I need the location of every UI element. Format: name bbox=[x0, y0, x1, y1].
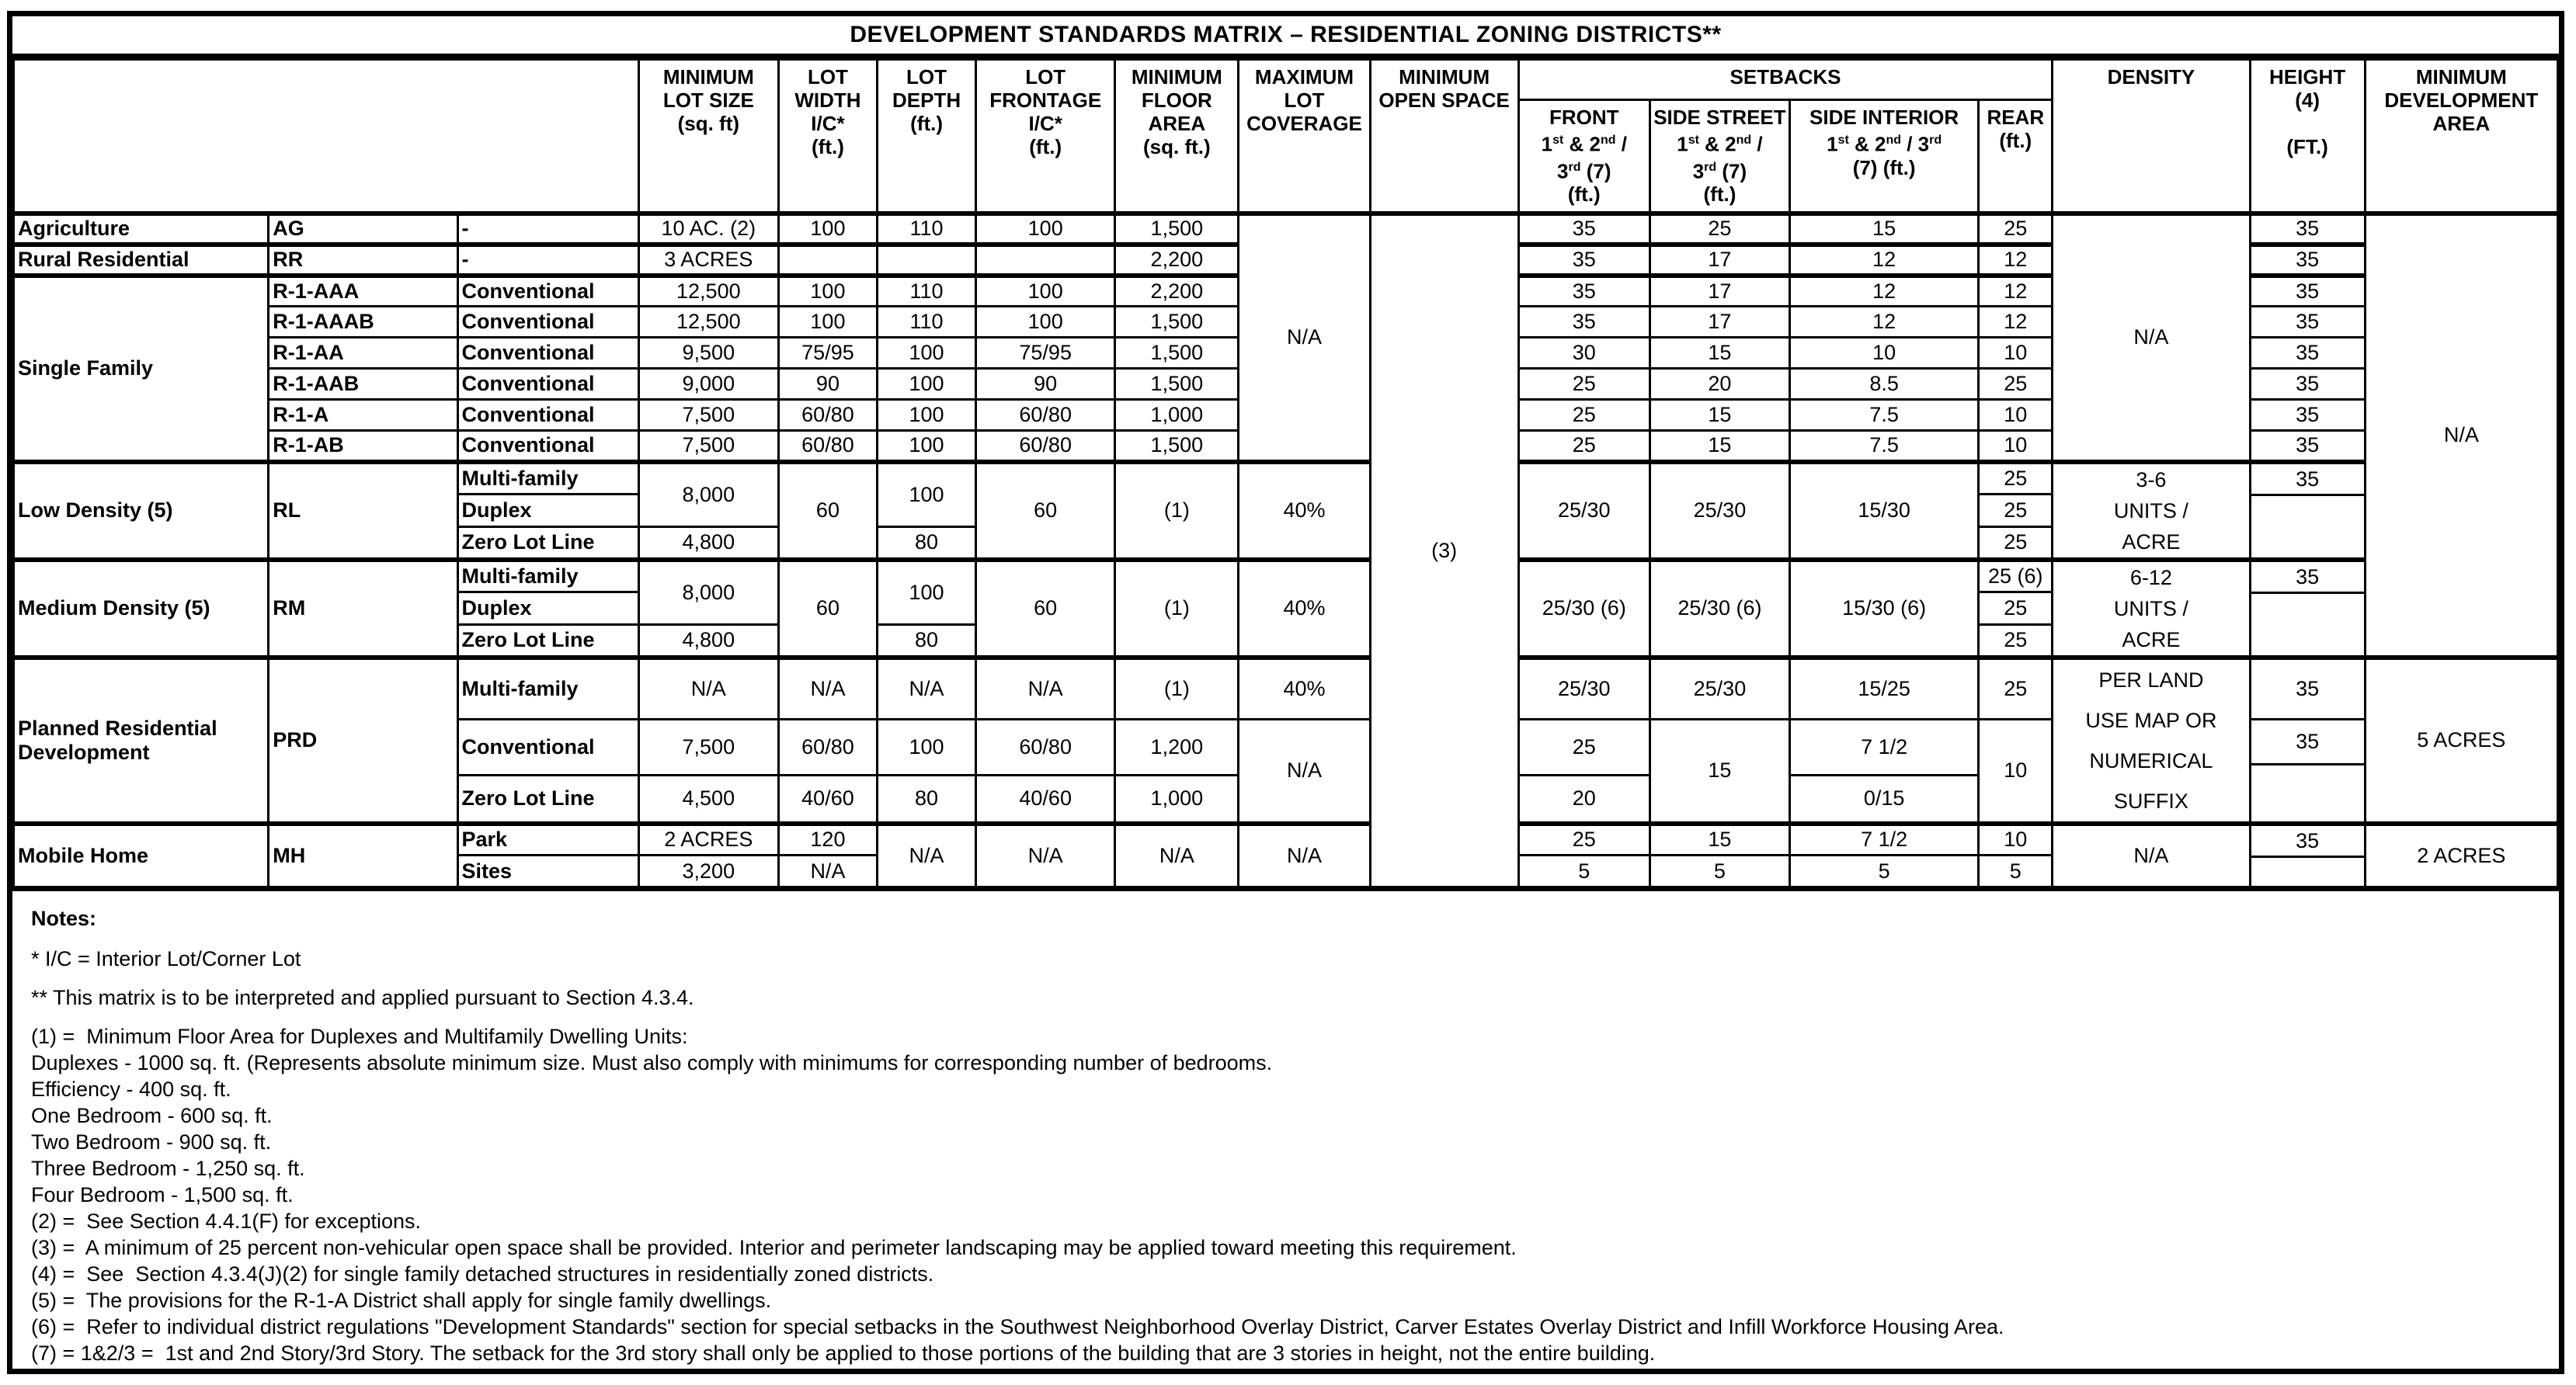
rear-setback-cell: 25 bbox=[1979, 462, 2053, 495]
district-name-cell: Agriculture bbox=[14, 213, 269, 245]
side-interior-setback-cell: 7 1/2 bbox=[1790, 720, 1979, 776]
floor-area-cell: N/A bbox=[1115, 824, 1239, 887]
note-line: Duplexes - 1000 sq. ft. (Represents absolute minimum size. Must also comply with minimums for corresponding number of bedrooms. bbox=[31, 1051, 1273, 1074]
side-interior-setback-cell: 10 bbox=[1790, 338, 1979, 369]
height-cell: 35 bbox=[2250, 369, 2365, 400]
lot-depth-cell: 100 bbox=[878, 369, 976, 400]
header-lot-frontage: LOT FRONTAGE I/C* (ft.) bbox=[976, 60, 1115, 213]
front-setback-cell: 25 bbox=[1518, 369, 1650, 400]
rear-setback-cell: 25 bbox=[1979, 625, 2053, 658]
rear-setback-cell: 25 bbox=[1979, 369, 2053, 400]
lot-frontage-cell: 90 bbox=[976, 369, 1115, 400]
lot-size-cell: 3,200 bbox=[638, 856, 778, 887]
lot-coverage-cell: N/A bbox=[1239, 824, 1370, 887]
lot-depth-cell: 110 bbox=[878, 307, 976, 338]
subtype-cell: - bbox=[457, 213, 638, 245]
header-setback-side-street: SIDE STREET 1st & 2nd / 3rd (7) (ft.) bbox=[1650, 100, 1789, 213]
note-line: Efficiency - 400 sq. ft. bbox=[31, 1078, 231, 1101]
lot-depth-cell: 100 bbox=[878, 560, 976, 625]
floor-area-cell: 1,000 bbox=[1115, 776, 1239, 824]
floor-area-cell: 1,500 bbox=[1115, 369, 1239, 400]
front-setback-cell: 35 bbox=[1518, 307, 1650, 338]
lot-frontage-cell: 75/95 bbox=[976, 338, 1115, 369]
subtype-cell: Zero Lot Line bbox=[457, 776, 638, 824]
side-street-setback-cell: 15 bbox=[1650, 400, 1789, 431]
lot-depth-cell: N/A bbox=[878, 658, 976, 720]
density-cell: PER LAND USE MAP OR NUMERICAL SUFFIX bbox=[2053, 658, 2250, 824]
lot-coverage-cell: 40% bbox=[1239, 560, 1370, 658]
note-line: (7) = 1&2/3 = 1st and 2nd Story/3rd Story. The setback for the 3rd story shall only be applied to those portions of the building that are 3 stories in height, not the entire building. bbox=[31, 1342, 1656, 1365]
side-street-setback-cell: 15 bbox=[1650, 431, 1789, 462]
floor-area-cell: 2,200 bbox=[1115, 276, 1239, 307]
lot-width-cell: 75/95 bbox=[778, 338, 877, 369]
lot-width-cell bbox=[778, 245, 877, 276]
lot-depth-cell bbox=[878, 245, 976, 276]
floor-area-cell: (1) bbox=[1115, 658, 1239, 720]
header-lot-depth: LOT DEPTH (ft.) bbox=[878, 60, 976, 213]
note-line: Two Bedroom - 900 sq. ft. bbox=[31, 1130, 272, 1154]
note-line: (4) = See Section 4.3.4(J)(2) for single family detached structures in residentially zoned districts. bbox=[31, 1262, 934, 1286]
lot-size-cell: 4,500 bbox=[638, 776, 778, 824]
page-title: DEVELOPMENT STANDARDS MATRIX – RESIDENTIAL ZONING DISTRICTS** bbox=[12, 16, 2559, 58]
notes-intro-list bbox=[31, 946, 2542, 1011]
district-code-cell: RL bbox=[269, 462, 457, 560]
district-code-cell: RM bbox=[269, 560, 457, 658]
rear-setback-cell: 10 bbox=[1979, 431, 2053, 462]
subtype-cell: Sites bbox=[457, 856, 638, 887]
lot-width-cell: 60/80 bbox=[778, 400, 877, 431]
floor-area-cell: 1,500 bbox=[1115, 213, 1239, 245]
lot-size-cell: 7,500 bbox=[638, 400, 778, 431]
lot-depth-cell: 100 bbox=[878, 431, 976, 462]
district-name-cell: Low Density (5) bbox=[14, 462, 269, 560]
rear-setback-cell: 10 bbox=[1979, 400, 2053, 431]
lot-size-cell: 12,500 bbox=[638, 276, 778, 307]
district-name-cell: Rural Residential bbox=[14, 245, 269, 276]
side-street-setback-cell: 25/30 bbox=[1650, 462, 1789, 560]
district-code-cell: R-1-AAAB bbox=[269, 307, 457, 338]
subtype-cell: Conventional bbox=[457, 400, 638, 431]
header-row-top bbox=[14, 60, 2558, 100]
notes-heading: Notes: bbox=[31, 907, 97, 930]
lot-depth-cell: 80 bbox=[878, 625, 976, 658]
district-code-cell: R-1-AAB bbox=[269, 369, 457, 400]
front-setback-cell: 35 bbox=[1518, 213, 1650, 245]
lot-frontage-cell: 100 bbox=[976, 276, 1115, 307]
rear-setback-cell: 25 bbox=[1979, 213, 2053, 245]
lot-coverage-cell: N/A bbox=[1239, 720, 1370, 824]
subtype-cell: Conventional bbox=[457, 307, 638, 338]
notes-section bbox=[12, 888, 2559, 1366]
density-cell: 3-6 UNITS / ACRE bbox=[2053, 462, 2250, 560]
lot-depth-cell: 100 bbox=[878, 338, 976, 369]
subtype-cell: Duplex bbox=[457, 592, 638, 625]
front-setback-cell: 25 bbox=[1518, 720, 1650, 776]
side-street-setback-cell: 15 bbox=[1650, 824, 1789, 856]
side-interior-setback-cell: 12 bbox=[1790, 245, 1979, 276]
front-setback-cell: 25/30 bbox=[1518, 658, 1650, 720]
floor-area-cell: (1) bbox=[1115, 462, 1239, 560]
open-space-cell: (3) bbox=[1370, 213, 1518, 887]
lot-width-cell: 60 bbox=[778, 560, 877, 658]
lot-frontage-cell: 100 bbox=[976, 307, 1115, 338]
rear-setback-cell: 10 bbox=[1979, 338, 2053, 369]
rear-setback-cell: 12 bbox=[1979, 276, 2053, 307]
lot-frontage-cell: N/A bbox=[976, 824, 1115, 887]
height-cell: 35 bbox=[2250, 431, 2365, 462]
side-street-setback-cell: 25 bbox=[1650, 213, 1789, 245]
lot-size-cell: 10 AC. (2) bbox=[638, 213, 778, 245]
header-height: HEIGHT (4) (FT.) bbox=[2250, 60, 2365, 213]
rear-setback-cell: 25 bbox=[1979, 592, 2053, 625]
floor-area-cell: 1,500 bbox=[1115, 431, 1239, 462]
side-street-setback-cell: 15 bbox=[1650, 338, 1789, 369]
side-interior-setback-cell: 7.5 bbox=[1790, 400, 1979, 431]
side-interior-setback-cell: 8.5 bbox=[1790, 369, 1979, 400]
lot-coverage-cell: N/A bbox=[1239, 213, 1370, 462]
header-max-lot-coverage: MAXIMUM LOT COVERAGE bbox=[1239, 60, 1370, 213]
subtype-cell: Conventional bbox=[457, 338, 638, 369]
lot-width-cell: N/A bbox=[778, 856, 877, 887]
lot-depth-cell: 110 bbox=[878, 276, 976, 307]
lot-frontage-cell: 40/60 bbox=[976, 776, 1115, 824]
lot-depth-cell: 100 bbox=[878, 400, 976, 431]
height-cell: 35 bbox=[2250, 400, 2365, 431]
height-cell: 35 bbox=[2250, 213, 2365, 245]
lot-frontage-cell bbox=[976, 245, 1115, 276]
side-street-setback-cell: 17 bbox=[1650, 307, 1789, 338]
header-blank bbox=[14, 60, 639, 213]
district-code-cell: RR bbox=[269, 245, 457, 276]
min-dev-area-cell: 2 ACRES bbox=[2365, 824, 2557, 887]
height-cell: 35 bbox=[2250, 658, 2365, 720]
front-setback-cell: 25/30 (6) bbox=[1518, 560, 1650, 658]
lot-width-cell: 100 bbox=[778, 276, 877, 307]
side-interior-setback-cell: 15/30 (6) bbox=[1790, 560, 1979, 658]
lot-size-cell: 4,800 bbox=[638, 527, 778, 560]
lot-coverage-cell: 40% bbox=[1239, 462, 1370, 560]
rear-setback-cell: 25 bbox=[1979, 658, 2053, 720]
lot-size-cell: 4,800 bbox=[638, 625, 778, 658]
side-interior-setback-cell: 5 bbox=[1790, 856, 1979, 887]
side-interior-setback-cell: 15/30 bbox=[1790, 462, 1979, 560]
height-cell: 35 bbox=[2250, 307, 2365, 338]
lot-width-cell: 60/80 bbox=[778, 431, 877, 462]
height-cell: 35 bbox=[2250, 276, 2365, 307]
lot-frontage-cell: 60 bbox=[976, 462, 1115, 560]
lot-size-cell: 7,500 bbox=[638, 431, 778, 462]
side-street-setback-cell: 15 bbox=[1650, 720, 1789, 824]
lot-depth-cell: 80 bbox=[878, 776, 976, 824]
district-name-cell: Planned Residential Development bbox=[14, 658, 269, 824]
lot-width-cell: 120 bbox=[778, 824, 877, 856]
side-interior-setback-cell: 0/15 bbox=[1790, 776, 1979, 824]
rear-setback-cell: 12 bbox=[1979, 307, 2053, 338]
height-cell: 35 bbox=[2250, 720, 2365, 824]
lot-size-cell: N/A bbox=[638, 658, 778, 720]
front-setback-cell: 25 bbox=[1518, 431, 1650, 462]
lot-frontage-cell: 100 bbox=[976, 213, 1115, 245]
header-setbacks-group: SETBACKS bbox=[1518, 60, 2053, 100]
lot-frontage-cell: 60/80 bbox=[976, 431, 1115, 462]
header-lot-width: LOT WIDTH I/C* (ft.) bbox=[778, 60, 877, 213]
header-min-development-area: MINIMUM DEVELOPMENT AREA bbox=[2365, 60, 2557, 213]
height-cell: 35 bbox=[2250, 245, 2365, 276]
lot-width-cell: 60 bbox=[778, 462, 877, 560]
rear-setback-cell: 25 bbox=[1979, 527, 2053, 560]
subtype-cell: Multi-family bbox=[457, 560, 638, 592]
lot-coverage-cell: 40% bbox=[1239, 658, 1370, 720]
lot-depth-cell: 80 bbox=[878, 527, 976, 560]
lot-size-cell: 12,500 bbox=[638, 307, 778, 338]
district-code-cell: MH bbox=[269, 824, 457, 887]
matrix-document bbox=[7, 11, 2564, 1374]
lot-size-cell: 3 ACRES bbox=[638, 245, 778, 276]
front-setback-cell: 25 bbox=[1518, 400, 1650, 431]
height-cell: 35 bbox=[2250, 338, 2365, 369]
note-line: ** This matrix is to be interpreted and applied pursuant to Section 4.3.4. bbox=[31, 986, 694, 1009]
note-line: Four Bedroom - 1,500 sq. ft. bbox=[31, 1183, 294, 1206]
note-line: One Bedroom - 600 sq. ft. bbox=[31, 1104, 273, 1127]
lot-frontage-cell: 60 bbox=[976, 560, 1115, 658]
rear-setback-cell: 25 bbox=[1979, 495, 2053, 527]
floor-area-cell: 1,200 bbox=[1115, 720, 1239, 776]
min-dev-area-cell: N/A bbox=[2365, 213, 2557, 658]
district-code-cell: PRD bbox=[269, 658, 457, 824]
front-setback-cell: 35 bbox=[1518, 245, 1650, 276]
table-row bbox=[14, 462, 2558, 495]
lot-depth-cell: 100 bbox=[878, 720, 976, 776]
note-line: (5) = The provisions for the R-1-A District shall apply for single family dwellings. bbox=[31, 1289, 772, 1312]
table-row bbox=[14, 658, 2558, 720]
header-min-lot-size: MINIMUM LOT SIZE (sq. ft) bbox=[638, 60, 778, 213]
rear-setback-cell: 5 bbox=[1979, 856, 2053, 887]
subtype-cell: Zero Lot Line bbox=[457, 527, 638, 560]
lot-depth-cell: 100 bbox=[878, 462, 976, 527]
note-line: Three Bedroom - 1,250 sq. ft. bbox=[31, 1157, 305, 1180]
height-cell: 35 bbox=[2250, 824, 2365, 887]
lot-size-cell: 8,000 bbox=[638, 560, 778, 625]
lot-frontage-cell: N/A bbox=[976, 658, 1115, 720]
lot-size-cell: 9,000 bbox=[638, 369, 778, 400]
notes-lines-list bbox=[31, 1023, 2542, 1366]
side-interior-setback-cell: 7 1/2 bbox=[1790, 824, 1979, 856]
side-interior-setback-cell: 15 bbox=[1790, 213, 1979, 245]
floor-area-cell: 1,500 bbox=[1115, 307, 1239, 338]
side-street-setback-cell: 25/30 bbox=[1650, 658, 1789, 720]
rear-setback-cell: 10 bbox=[1979, 720, 2053, 824]
subtype-cell: Multi-family bbox=[457, 658, 638, 720]
floor-area-cell: 2,200 bbox=[1115, 245, 1239, 276]
district-name-cell: Mobile Home bbox=[14, 824, 269, 887]
lot-frontage-cell: 60/80 bbox=[976, 720, 1115, 776]
front-setback-cell: 30 bbox=[1518, 338, 1650, 369]
lot-width-cell: 100 bbox=[778, 213, 877, 245]
table-row bbox=[14, 560, 2558, 592]
lot-width-cell: N/A bbox=[778, 658, 877, 720]
subtype-cell: Conventional bbox=[457, 369, 638, 400]
density-cell: N/A bbox=[2053, 213, 2250, 462]
lot-depth-cell: 110 bbox=[878, 213, 976, 245]
rear-setback-cell: 25 (6) bbox=[1979, 560, 2053, 592]
subtype-cell: - bbox=[457, 245, 638, 276]
subtype-cell: Duplex bbox=[457, 495, 638, 527]
district-name-cell: Medium Density (5) bbox=[14, 560, 269, 658]
side-street-setback-cell: 25/30 (6) bbox=[1650, 560, 1789, 658]
district-code-cell: R-1-AA bbox=[269, 338, 457, 369]
note-line: (6) = Refer to individual district regulations "Development Standards" section for special setbacks in the Southwest Neighborhood Overlay District, Carver Estates Overlay District and Infill Workforce Housing Area. bbox=[31, 1315, 2004, 1338]
subtype-cell: Conventional bbox=[457, 720, 638, 776]
lot-size-cell: 9,500 bbox=[638, 338, 778, 369]
subtype-cell: Zero Lot Line bbox=[457, 625, 638, 658]
side-street-setback-cell: 17 bbox=[1650, 245, 1789, 276]
subtype-cell: Multi-family bbox=[457, 462, 638, 495]
header-min-open-space: MINIMUM OPEN SPACE bbox=[1370, 60, 1518, 213]
lot-width-cell: 90 bbox=[778, 369, 877, 400]
floor-area-cell: (1) bbox=[1115, 560, 1239, 658]
lot-size-cell: 7,500 bbox=[638, 720, 778, 776]
rear-setback-cell: 10 bbox=[1979, 824, 2053, 856]
header-density: DENSITY bbox=[2053, 60, 2250, 213]
front-setback-cell: 35 bbox=[1518, 276, 1650, 307]
front-setback-cell: 20 bbox=[1518, 776, 1650, 824]
district-code-cell: R-1-AAA bbox=[269, 276, 457, 307]
lot-frontage-cell: 60/80 bbox=[976, 400, 1115, 431]
table-row bbox=[14, 824, 2558, 856]
side-interior-setback-cell: 12 bbox=[1790, 307, 1979, 338]
side-interior-setback-cell: 7.5 bbox=[1790, 431, 1979, 462]
front-setback-cell: 25 bbox=[1518, 824, 1650, 856]
note-line: (1) = Minimum Floor Area for Duplexes and Multifamily Dwelling Units: bbox=[31, 1025, 688, 1048]
district-code-cell: R-1-A bbox=[269, 400, 457, 431]
district-code-cell: R-1-AB bbox=[269, 431, 457, 462]
development-standards-table bbox=[12, 58, 2559, 888]
side-interior-setback-cell: 12 bbox=[1790, 276, 1979, 307]
header-setback-side-interior: SIDE INTERIOR 1st & 2nd / 3rd (7) (ft.) bbox=[1790, 100, 1979, 213]
rear-setback-cell: 12 bbox=[1979, 245, 2053, 276]
note-line: * I/C = Interior Lot/Corner Lot bbox=[31, 947, 301, 970]
lot-width-cell: 60/80 bbox=[778, 720, 877, 776]
subtype-cell: Conventional bbox=[457, 431, 638, 462]
lot-depth-cell: N/A bbox=[878, 824, 976, 887]
height-cell: 35 bbox=[2250, 462, 2365, 560]
floor-area-cell: 1,000 bbox=[1115, 400, 1239, 431]
lot-size-cell: 8,000 bbox=[638, 462, 778, 527]
district-code-cell: AG bbox=[269, 213, 457, 245]
header-setback-front: FRONT 1st & 2nd / 3rd (7) (ft.) bbox=[1518, 100, 1650, 213]
front-setback-cell: 5 bbox=[1518, 856, 1650, 887]
table-row bbox=[14, 213, 2558, 245]
density-cell: N/A bbox=[2053, 824, 2250, 887]
header-setback-rear: REAR (ft.) bbox=[1979, 100, 2053, 213]
note-line: (3) = A minimum of 25 percent non-vehicular open space shall be provided. Interior and perimeter landscaping may be applied toward meeting this requirement. bbox=[31, 1236, 1517, 1259]
subtype-cell: Park bbox=[457, 824, 638, 856]
density-cell: 6-12 UNITS / ACRE bbox=[2053, 560, 2250, 658]
lot-width-cell: 40/60 bbox=[778, 776, 877, 824]
side-street-setback-cell: 5 bbox=[1650, 856, 1789, 887]
side-street-setback-cell: 17 bbox=[1650, 276, 1789, 307]
min-dev-area-cell: 5 ACRES bbox=[2365, 658, 2557, 824]
side-interior-setback-cell: 15/25 bbox=[1790, 658, 1979, 720]
floor-area-cell: 1,500 bbox=[1115, 338, 1239, 369]
district-name-cell: Single Family bbox=[14, 276, 269, 462]
side-street-setback-cell: 20 bbox=[1650, 369, 1789, 400]
lot-size-cell: 2 ACRES bbox=[638, 824, 778, 856]
height-cell: 35 bbox=[2250, 560, 2365, 658]
lot-width-cell: 100 bbox=[778, 307, 877, 338]
note-line: (2) = See Section 4.4.1(F) for exceptions. bbox=[31, 1210, 421, 1233]
subtype-cell: Conventional bbox=[457, 276, 638, 307]
front-setback-cell: 25/30 bbox=[1518, 462, 1650, 560]
header-min-floor-area: MINIMUM FLOOR AREA (sq. ft.) bbox=[1115, 60, 1239, 213]
